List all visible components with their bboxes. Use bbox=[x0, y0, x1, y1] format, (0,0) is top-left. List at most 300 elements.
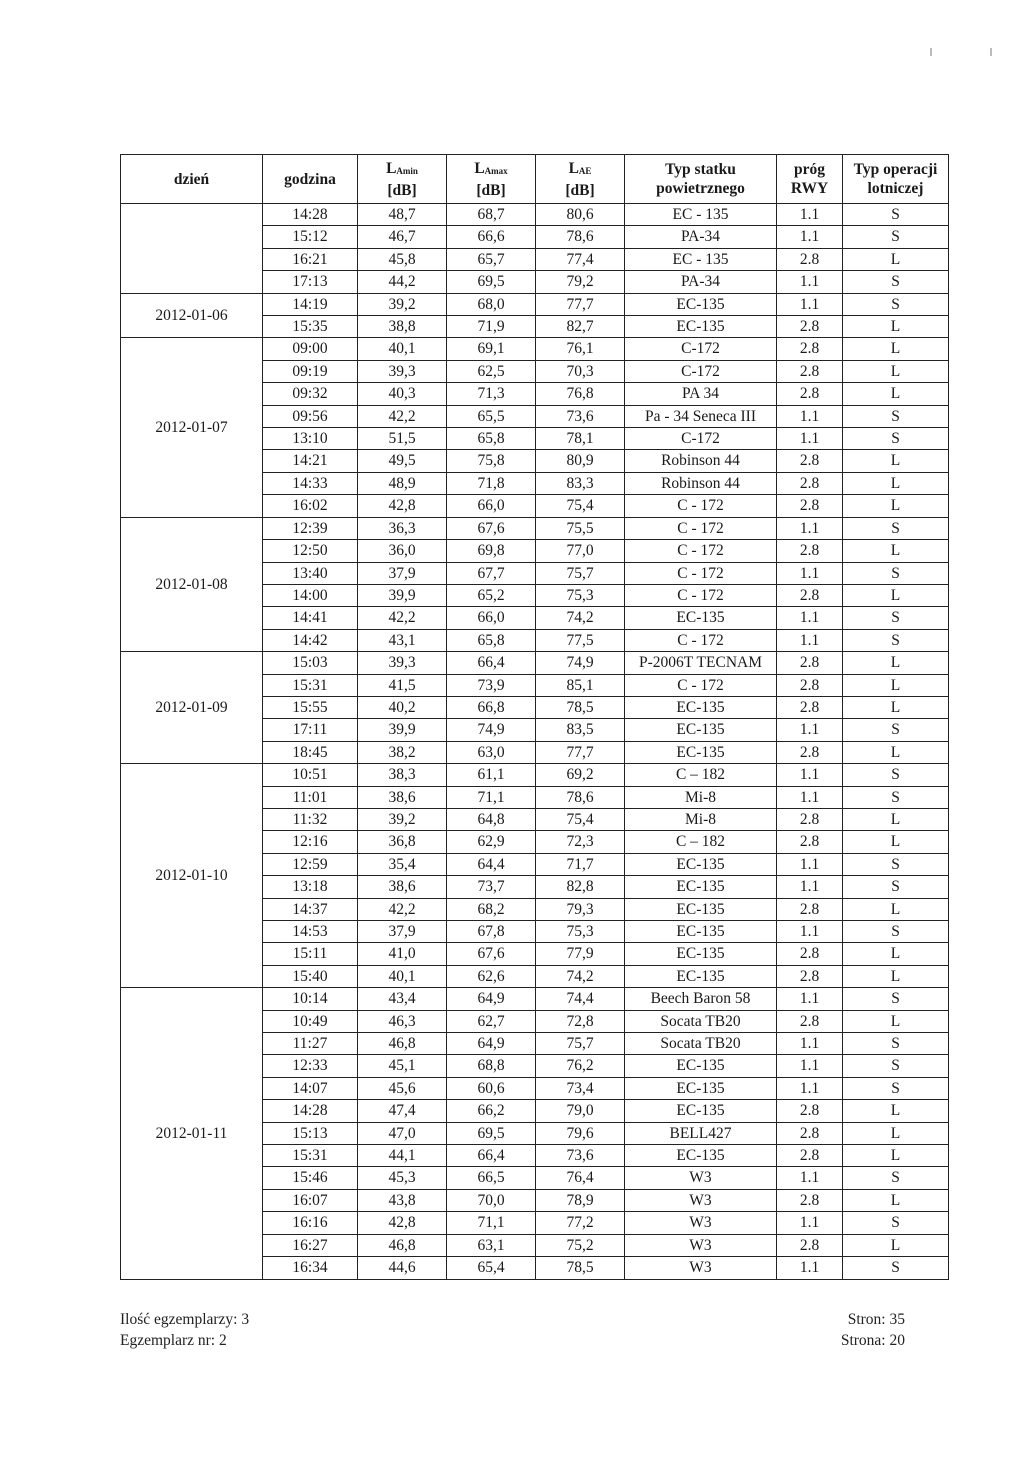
scan-mark bbox=[990, 48, 992, 56]
aircraft-cell: EC-135 bbox=[625, 898, 777, 920]
table-row bbox=[121, 338, 949, 360]
runway-cell: 2.8 bbox=[777, 1189, 843, 1211]
runway-cell: 1.1 bbox=[777, 1077, 843, 1099]
time-cell: 17:11 bbox=[263, 719, 358, 741]
operation-cell: S bbox=[843, 1077, 949, 1099]
operation-cell: S bbox=[843, 853, 949, 875]
time-cell: 13:10 bbox=[263, 428, 358, 450]
aircraft-cell: C-172 bbox=[625, 428, 777, 450]
lamin-cell: 45,1 bbox=[358, 1055, 447, 1077]
aircraft-cell: C – 182 bbox=[625, 764, 777, 786]
operation-cell: L bbox=[843, 584, 949, 606]
lamin-cell: 46,8 bbox=[358, 1033, 447, 1055]
runway-cell: 1.1 bbox=[777, 562, 843, 584]
lamin-cell: 41,5 bbox=[358, 674, 447, 696]
copies-count: Ilość egzemplarzy: 3 bbox=[120, 1311, 250, 1328]
time-cell: 17:13 bbox=[263, 271, 358, 293]
time-cell: 14:53 bbox=[263, 921, 358, 943]
operation-cell: L bbox=[843, 540, 949, 562]
lae-cell: 75,4 bbox=[536, 495, 625, 517]
lae-cell: 77,5 bbox=[536, 629, 625, 651]
aircraft-cell: EC-135 bbox=[625, 696, 777, 718]
lamax-cell: 69,8 bbox=[447, 540, 536, 562]
operation-cell: L bbox=[843, 1122, 949, 1144]
operation-cell: S bbox=[843, 1212, 949, 1234]
lae-cell: 79,0 bbox=[536, 1100, 625, 1122]
day-cell: 2012-01-10 bbox=[121, 764, 263, 988]
time-cell: 11:27 bbox=[263, 1033, 358, 1055]
total-pages: Stron: 35 bbox=[847, 1311, 905, 1328]
time-cell: 10:51 bbox=[263, 764, 358, 786]
time-cell: 16:02 bbox=[263, 495, 358, 517]
lamax-cell: 69,5 bbox=[447, 1122, 536, 1144]
time-cell: 15:55 bbox=[263, 696, 358, 718]
lamax-cell: 71,8 bbox=[447, 472, 536, 494]
lamax-cell: 71,1 bbox=[447, 786, 536, 808]
time-cell: 14:37 bbox=[263, 898, 358, 920]
runway-cell: 1.1 bbox=[777, 1257, 843, 1279]
lamin-cell: 35,4 bbox=[358, 853, 447, 875]
header-runway-threshold: próg RWY bbox=[777, 155, 843, 204]
operation-cell: S bbox=[843, 1257, 949, 1279]
runway-cell: 1.1 bbox=[777, 1055, 843, 1077]
lamin-cell: 40,1 bbox=[358, 965, 447, 987]
aircraft-cell: C – 182 bbox=[625, 831, 777, 853]
lae-cell: 79,6 bbox=[536, 1122, 625, 1144]
lamax-cell: 62,5 bbox=[447, 360, 536, 382]
lamax-cell: 68,2 bbox=[447, 898, 536, 920]
lamin-cell: 36,8 bbox=[358, 831, 447, 853]
time-cell: 11:01 bbox=[263, 786, 358, 808]
runway-cell: 1.1 bbox=[777, 428, 843, 450]
table-body bbox=[121, 204, 949, 1280]
day-cell bbox=[121, 204, 263, 294]
lamin-cell: 42,8 bbox=[358, 1212, 447, 1234]
time-cell: 18:45 bbox=[263, 741, 358, 763]
time-cell: 14:00 bbox=[263, 584, 358, 606]
time-cell: 15:46 bbox=[263, 1167, 358, 1189]
time-cell: 14:19 bbox=[263, 293, 358, 315]
lae-cell: 74,4 bbox=[536, 988, 625, 1010]
runway-cell: 1.1 bbox=[777, 226, 843, 248]
lamax-cell: 66,4 bbox=[447, 1145, 536, 1167]
aircraft-cell: EC-135 bbox=[625, 943, 777, 965]
lamax-cell: 66,6 bbox=[447, 226, 536, 248]
lamin-cell: 43,4 bbox=[358, 988, 447, 1010]
lamin-cell: 42,2 bbox=[358, 607, 447, 629]
lae-cell: 76,8 bbox=[536, 383, 625, 405]
operation-cell: S bbox=[843, 1055, 949, 1077]
lae-cell: 78,5 bbox=[536, 696, 625, 718]
runway-cell: 2.8 bbox=[777, 1145, 843, 1167]
time-cell: 14:21 bbox=[263, 450, 358, 472]
lamax-cell: 70,0 bbox=[447, 1189, 536, 1211]
table-row bbox=[121, 204, 949, 226]
runway-cell: 2.8 bbox=[777, 965, 843, 987]
runway-cell: 2.8 bbox=[777, 540, 843, 562]
lamax-cell: 66,8 bbox=[447, 696, 536, 718]
lamax-cell: 64,4 bbox=[447, 853, 536, 875]
lamin-cell: 40,2 bbox=[358, 696, 447, 718]
aircraft-cell: BELL427 bbox=[625, 1122, 777, 1144]
lamax-cell: 65,5 bbox=[447, 405, 536, 427]
operation-cell: S bbox=[843, 1033, 949, 1055]
lamin-cell: 39,9 bbox=[358, 719, 447, 741]
lae-cell: 78,9 bbox=[536, 1189, 625, 1211]
aircraft-cell: C - 172 bbox=[625, 562, 777, 584]
aircraft-cell: Mi-8 bbox=[625, 786, 777, 808]
runway-cell: 1.1 bbox=[777, 271, 843, 293]
time-cell: 12:39 bbox=[263, 517, 358, 539]
operation-cell: S bbox=[843, 921, 949, 943]
operation-cell: L bbox=[843, 1010, 949, 1032]
lae-cell: 76,1 bbox=[536, 338, 625, 360]
lae-cell: 76,4 bbox=[536, 1167, 625, 1189]
lamin-cell: 45,3 bbox=[358, 1167, 447, 1189]
day-cell: 2012-01-08 bbox=[121, 517, 263, 651]
lae-cell: 73,4 bbox=[536, 1077, 625, 1099]
runway-cell: 1.1 bbox=[777, 204, 843, 226]
operation-cell: L bbox=[843, 943, 949, 965]
lamin-cell: 42,2 bbox=[358, 898, 447, 920]
operation-cell: S bbox=[843, 204, 949, 226]
aircraft-cell: EC-135 bbox=[625, 1077, 777, 1099]
runway-cell: 2.8 bbox=[777, 674, 843, 696]
aircraft-cell: EC-135 bbox=[625, 921, 777, 943]
runway-cell: 2.8 bbox=[777, 696, 843, 718]
aircraft-cell: EC-135 bbox=[625, 741, 777, 763]
lamax-cell: 68,0 bbox=[447, 293, 536, 315]
lae-cell: 78,5 bbox=[536, 1257, 625, 1279]
lamax-cell: 64,9 bbox=[447, 988, 536, 1010]
lamin-cell: 49,5 bbox=[358, 450, 447, 472]
aircraft-cell: Pa - 34 Seneca III bbox=[625, 405, 777, 427]
time-cell: 16:21 bbox=[263, 248, 358, 270]
lae-cell: 85,1 bbox=[536, 674, 625, 696]
time-cell: 15:03 bbox=[263, 652, 358, 674]
time-cell: 09:19 bbox=[263, 360, 358, 382]
lamin-cell: 47,0 bbox=[358, 1122, 447, 1144]
aircraft-cell: EC-135 bbox=[625, 1055, 777, 1077]
aircraft-cell: W3 bbox=[625, 1167, 777, 1189]
operation-cell: S bbox=[843, 719, 949, 741]
operation-cell: S bbox=[843, 764, 949, 786]
runway-cell: 2.8 bbox=[777, 584, 843, 606]
operation-cell: L bbox=[843, 360, 949, 382]
page-number: Strona: 20 bbox=[840, 1332, 905, 1349]
runway-cell: 1.1 bbox=[777, 293, 843, 315]
aircraft-cell: Robinson 44 bbox=[625, 472, 777, 494]
lamin-cell: 36,3 bbox=[358, 517, 447, 539]
lamin-cell: 40,3 bbox=[358, 383, 447, 405]
lae-cell: 77,4 bbox=[536, 248, 625, 270]
runway-cell: 2.8 bbox=[777, 495, 843, 517]
operation-cell: L bbox=[843, 316, 949, 338]
operation-cell: S bbox=[843, 517, 949, 539]
time-cell: 14:33 bbox=[263, 472, 358, 494]
time-cell: 15:11 bbox=[263, 943, 358, 965]
lae-cell: 80,9 bbox=[536, 450, 625, 472]
aircraft-cell: C-172 bbox=[625, 360, 777, 382]
lamin-cell: 46,8 bbox=[358, 1234, 447, 1256]
aircraft-cell: C - 172 bbox=[625, 495, 777, 517]
operation-cell: L bbox=[843, 472, 949, 494]
operation-cell: L bbox=[843, 652, 949, 674]
time-cell: 15:12 bbox=[263, 226, 358, 248]
aircraft-cell: Socata TB20 bbox=[625, 1010, 777, 1032]
lae-cell: 74,9 bbox=[536, 652, 625, 674]
lamax-cell: 71,9 bbox=[447, 316, 536, 338]
runway-cell: 1.1 bbox=[777, 1033, 843, 1055]
lamin-cell: 39,3 bbox=[358, 652, 447, 674]
lae-cell: 76,2 bbox=[536, 1055, 625, 1077]
runway-cell: 2.8 bbox=[777, 831, 843, 853]
lae-cell: 82,8 bbox=[536, 876, 625, 898]
lamax-cell: 66,2 bbox=[447, 1100, 536, 1122]
time-cell: 13:40 bbox=[263, 562, 358, 584]
runway-cell: 1.1 bbox=[777, 607, 843, 629]
operation-cell: L bbox=[843, 383, 949, 405]
lamax-cell: 64,8 bbox=[447, 808, 536, 830]
lamin-cell: 47,4 bbox=[358, 1100, 447, 1122]
operation-cell: L bbox=[843, 674, 949, 696]
lae-cell: 71,7 bbox=[536, 853, 625, 875]
aircraft-cell: EC-135 bbox=[625, 1100, 777, 1122]
aircraft-cell: C - 172 bbox=[625, 674, 777, 696]
time-cell: 13:18 bbox=[263, 876, 358, 898]
table-row bbox=[121, 988, 949, 1010]
lamin-cell: 39,9 bbox=[358, 584, 447, 606]
runway-cell: 1.1 bbox=[777, 876, 843, 898]
lamin-cell: 39,3 bbox=[358, 360, 447, 382]
lamax-cell: 63,1 bbox=[447, 1234, 536, 1256]
lamax-cell: 60,6 bbox=[447, 1077, 536, 1099]
lamax-cell: 66,4 bbox=[447, 652, 536, 674]
aircraft-cell: W3 bbox=[625, 1234, 777, 1256]
day-cell: 2012-01-11 bbox=[121, 988, 263, 1279]
lae-cell: 77,9 bbox=[536, 943, 625, 965]
lamax-cell: 61,1 bbox=[447, 764, 536, 786]
lae-cell: 70,3 bbox=[536, 360, 625, 382]
operation-cell: L bbox=[843, 1145, 949, 1167]
lamin-cell: 41,0 bbox=[358, 943, 447, 965]
lae-cell: 77,7 bbox=[536, 293, 625, 315]
aircraft-cell: EC-135 bbox=[625, 316, 777, 338]
lae-cell: 78,6 bbox=[536, 786, 625, 808]
lamax-cell: 66,0 bbox=[447, 495, 536, 517]
lamax-cell: 63,0 bbox=[447, 741, 536, 763]
operation-cell: S bbox=[843, 607, 949, 629]
operation-cell: L bbox=[843, 338, 949, 360]
lamin-cell: 37,9 bbox=[358, 921, 447, 943]
scan-mark bbox=[930, 48, 932, 56]
lamin-cell: 44,1 bbox=[358, 1145, 447, 1167]
runway-cell: 2.8 bbox=[777, 360, 843, 382]
aircraft-cell: EC-135 bbox=[625, 1145, 777, 1167]
table-row bbox=[121, 764, 949, 786]
measurement-sheet bbox=[120, 154, 948, 1308]
header-operation-type: Typ operacji lotniczej bbox=[843, 155, 949, 204]
runway-cell: 2.8 bbox=[777, 316, 843, 338]
aircraft-cell: W3 bbox=[625, 1189, 777, 1211]
operation-cell: L bbox=[843, 808, 949, 830]
time-cell: 11:32 bbox=[263, 808, 358, 830]
operation-cell: S bbox=[843, 786, 949, 808]
aircraft-cell: Mi-8 bbox=[625, 808, 777, 830]
lae-cell: 75,5 bbox=[536, 517, 625, 539]
operation-cell: S bbox=[843, 562, 949, 584]
operation-cell: S bbox=[843, 428, 949, 450]
header-day: dzień bbox=[121, 155, 263, 204]
operation-cell: L bbox=[843, 1234, 949, 1256]
lamin-cell: 36,0 bbox=[358, 540, 447, 562]
runway-cell: 1.1 bbox=[777, 1167, 843, 1189]
lae-cell: 75,7 bbox=[536, 562, 625, 584]
lamin-cell: 40,1 bbox=[358, 338, 447, 360]
lamax-cell: 65,4 bbox=[447, 1257, 536, 1279]
time-cell: 16:34 bbox=[263, 1257, 358, 1279]
runway-cell: 2.8 bbox=[777, 450, 843, 472]
lae-cell: 74,2 bbox=[536, 965, 625, 987]
lamax-cell: 68,8 bbox=[447, 1055, 536, 1077]
lamax-cell: 69,5 bbox=[447, 271, 536, 293]
aircraft-cell: Robinson 44 bbox=[625, 450, 777, 472]
lamax-cell: 67,6 bbox=[447, 517, 536, 539]
table-header-row bbox=[121, 155, 949, 204]
operation-cell: S bbox=[843, 405, 949, 427]
lamin-cell: 43,1 bbox=[358, 629, 447, 651]
runway-cell: 1.1 bbox=[777, 629, 843, 651]
lae-cell: 83,5 bbox=[536, 719, 625, 741]
operation-cell: L bbox=[843, 248, 949, 270]
operation-cell: S bbox=[843, 876, 949, 898]
aircraft-cell: Beech Baron 58 bbox=[625, 988, 777, 1010]
lamin-cell: 38,2 bbox=[358, 741, 447, 763]
day-cell: 2012-01-07 bbox=[121, 338, 263, 517]
lamin-cell: 45,8 bbox=[358, 248, 447, 270]
table-row bbox=[121, 293, 949, 315]
lae-cell: 77,2 bbox=[536, 1212, 625, 1234]
aircraft-cell: C - 172 bbox=[625, 517, 777, 539]
lamax-cell: 62,6 bbox=[447, 965, 536, 987]
lamin-cell: 46,7 bbox=[358, 226, 447, 248]
time-cell: 14:41 bbox=[263, 607, 358, 629]
time-cell: 16:16 bbox=[263, 1212, 358, 1234]
runway-cell: 2.8 bbox=[777, 1234, 843, 1256]
lamin-cell: 39,2 bbox=[358, 808, 447, 830]
time-cell: 15:40 bbox=[263, 965, 358, 987]
time-cell: 14:28 bbox=[263, 204, 358, 226]
runway-cell: 1.1 bbox=[777, 1212, 843, 1234]
aircraft-cell: EC-135 bbox=[625, 876, 777, 898]
lamax-cell: 73,7 bbox=[447, 876, 536, 898]
time-cell: 14:42 bbox=[263, 629, 358, 651]
operation-cell: L bbox=[843, 450, 949, 472]
lamax-cell: 67,8 bbox=[447, 921, 536, 943]
runway-cell: 1.1 bbox=[777, 921, 843, 943]
lamax-cell: 64,9 bbox=[447, 1033, 536, 1055]
lae-cell: 79,3 bbox=[536, 898, 625, 920]
lamin-cell: 51,5 bbox=[358, 428, 447, 450]
aircraft-cell: EC-135 bbox=[625, 293, 777, 315]
runway-cell: 2.8 bbox=[777, 1100, 843, 1122]
runway-cell: 2.8 bbox=[777, 898, 843, 920]
aircraft-cell: W3 bbox=[625, 1212, 777, 1234]
runway-cell: 1.1 bbox=[777, 853, 843, 875]
lae-cell: 77,7 bbox=[536, 741, 625, 763]
lae-cell: 80,6 bbox=[536, 204, 625, 226]
runway-cell: 2.8 bbox=[777, 943, 843, 965]
time-cell: 09:56 bbox=[263, 405, 358, 427]
lamax-cell: 75,8 bbox=[447, 450, 536, 472]
lae-cell: 77,0 bbox=[536, 540, 625, 562]
lamin-cell: 43,8 bbox=[358, 1189, 447, 1211]
operation-cell: L bbox=[843, 696, 949, 718]
lamin-cell: 45,6 bbox=[358, 1077, 447, 1099]
lamin-cell: 44,6 bbox=[358, 1257, 447, 1279]
aircraft-cell: PA 34 bbox=[625, 383, 777, 405]
lae-cell: 83,3 bbox=[536, 472, 625, 494]
lamax-cell: 65,2 bbox=[447, 584, 536, 606]
lamin-cell: 38,8 bbox=[358, 316, 447, 338]
header-aircraft-type: Typ statku powietrznego bbox=[625, 155, 777, 204]
lamax-cell: 73,9 bbox=[447, 674, 536, 696]
header-lae: LAE [dB] bbox=[536, 155, 625, 204]
runway-cell: 2.8 bbox=[777, 652, 843, 674]
lamax-cell: 65,8 bbox=[447, 428, 536, 450]
lae-cell: 75,3 bbox=[536, 584, 625, 606]
operation-cell: S bbox=[843, 1167, 949, 1189]
operation-cell: L bbox=[843, 1189, 949, 1211]
runway-cell: 2.8 bbox=[777, 1010, 843, 1032]
time-cell: 09:00 bbox=[263, 338, 358, 360]
lae-cell: 75,2 bbox=[536, 1234, 625, 1256]
time-cell: 14:07 bbox=[263, 1077, 358, 1099]
time-cell: 15:13 bbox=[263, 1122, 358, 1144]
aircraft-cell: W3 bbox=[625, 1257, 777, 1279]
aircraft-cell: P-2006T TECNAM bbox=[625, 652, 777, 674]
lamin-cell: 48,9 bbox=[358, 472, 447, 494]
lamax-cell: 62,7 bbox=[447, 1010, 536, 1032]
runway-cell: 2.8 bbox=[777, 248, 843, 270]
lae-cell: 78,6 bbox=[536, 226, 625, 248]
lamax-cell: 62,9 bbox=[447, 831, 536, 853]
lae-cell: 72,8 bbox=[536, 1010, 625, 1032]
aircraft-cell: PA-34 bbox=[625, 271, 777, 293]
runway-cell: 1.1 bbox=[777, 719, 843, 741]
aircraft-cell: EC-135 bbox=[625, 607, 777, 629]
aircraft-cell: C - 172 bbox=[625, 540, 777, 562]
aircraft-cell: PA-34 bbox=[625, 226, 777, 248]
lae-cell: 74,2 bbox=[536, 607, 625, 629]
time-cell: 12:59 bbox=[263, 853, 358, 875]
lae-cell: 79,2 bbox=[536, 271, 625, 293]
aircraft-cell: EC - 135 bbox=[625, 204, 777, 226]
time-cell: 15:35 bbox=[263, 316, 358, 338]
day-cell: 2012-01-09 bbox=[121, 652, 263, 764]
lamax-cell: 65,8 bbox=[447, 629, 536, 651]
header-time: godzina bbox=[263, 155, 358, 204]
time-cell: 12:33 bbox=[263, 1055, 358, 1077]
lamin-cell: 48,7 bbox=[358, 204, 447, 226]
runway-cell: 2.8 bbox=[777, 338, 843, 360]
time-cell: 10:49 bbox=[263, 1010, 358, 1032]
lamax-cell: 71,3 bbox=[447, 383, 536, 405]
time-cell: 12:16 bbox=[263, 831, 358, 853]
lae-cell: 75,7 bbox=[536, 1033, 625, 1055]
lamin-cell: 38,6 bbox=[358, 786, 447, 808]
day-cell: 2012-01-06 bbox=[121, 293, 263, 338]
